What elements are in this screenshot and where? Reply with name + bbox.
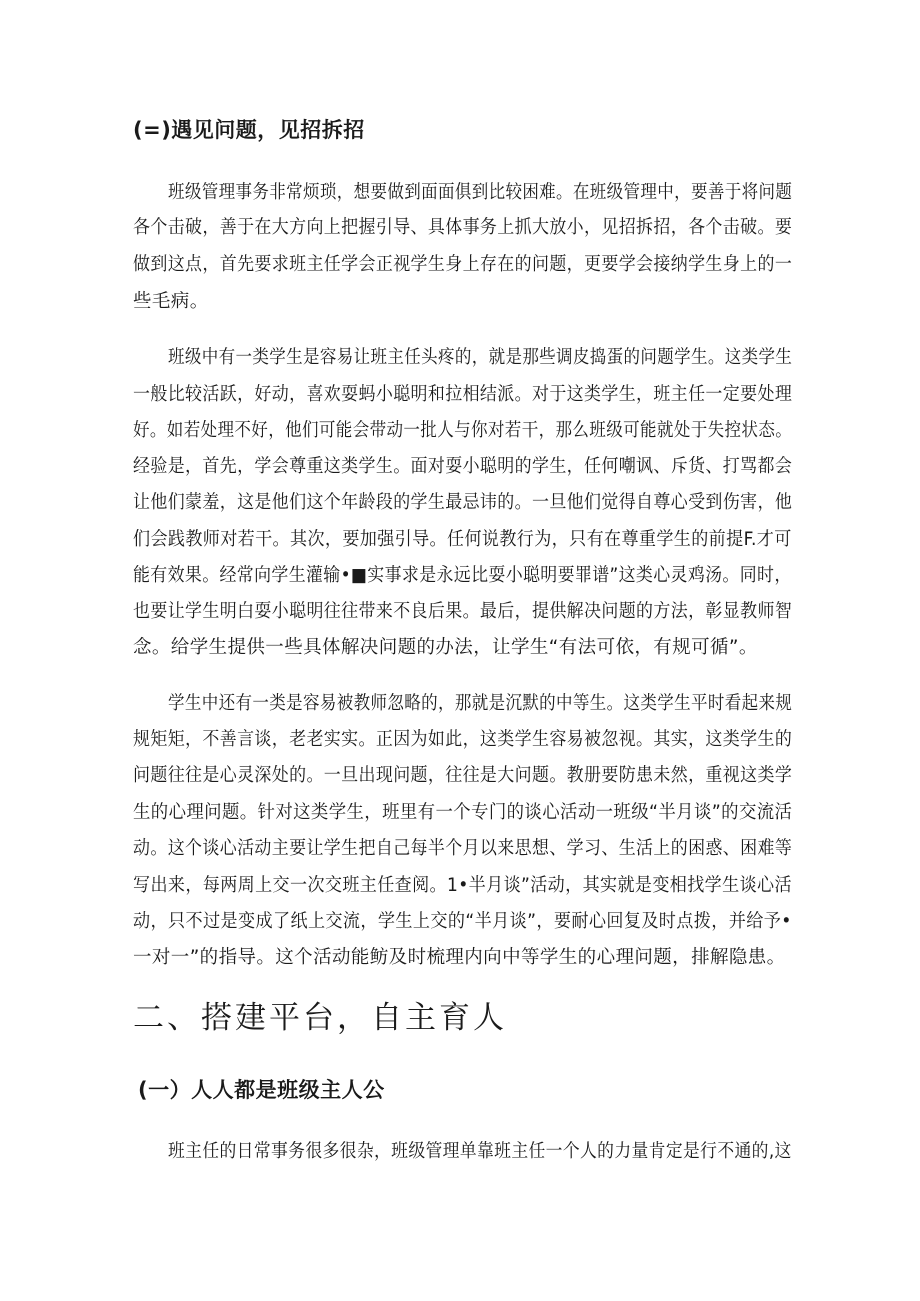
- paragraph-line: 一般比较活跃，好动，喜欢耍蚂小聪明和拉相结派。对于这类学生，班主任一定要处理: [133, 384, 793, 405]
- paragraph-line: 动。这个谈心活动主要让学生把自己每半个月以来思想、学习、生活上的困惑、困难等: [133, 838, 793, 859]
- paragraph-line: 能有效果。经常向学生灌输•■实事求是永远比耍小聪明要罪谱”这类心灵鸡汤。同时，: [133, 565, 792, 586]
- section-heading-3-2: (=)遇见问题，见招拆招: [133, 118, 365, 142]
- paragraph-line: 念。给学生提供一些具体解决问题的办法，让学生“有法可依，有规可循”。: [133, 637, 758, 658]
- paragraph-line: 班主任的日常事务很多很杂，班级管理单靠班主任一个人的力量肯定是行不通的,这: [168, 1141, 792, 1162]
- paragraph-line: 班级中有一类学生是容易让班主任头疼的，就是那些调皮捣蛋的问题学生。这类学生: [168, 347, 793, 368]
- paragraph-line: 好。如若处理不好，他们可能会带动一批人与你对若干，那么班级可能就处于失控状态。: [133, 420, 793, 441]
- section-heading-2: 二、搭建平台，自主育人: [133, 1000, 507, 1036]
- paragraph-line: 一对一”的指导。这个活动能鲂及时梳理内向中等学生的心理问题，排解隐患。: [133, 947, 786, 968]
- paragraph-line: 动，只不过是变成了纸上交流，学生上交的“半月谈”，要耐心回复及时点拨，并给予•: [133, 911, 792, 932]
- paragraph-line: 做到这点，首先要求班主任学会正视学生身上存在的问题，更要学会接纳学生身上的一: [133, 254, 793, 275]
- paragraph-line: 们会践教师对若干。其次，要加强引导。任何说教行为，只有在尊重学生的前提F.才可: [133, 529, 792, 550]
- paragraph-line: 学生中还有一类是容易被教师忽略的，那就是沉默的中等生。这类学生平时看起来规: [168, 693, 793, 714]
- paragraph-line: 写出来，每两周上交一次交班主任查阅。1•半月谈”活动，其实就是变相找学生谈心活: [133, 875, 792, 896]
- paragraph-line: 让他们蒙羞，这是他们这个年龄段的学生最忌讳的。一旦他们觉得自尊心受到伤害，他: [133, 492, 793, 513]
- paragraph-line: 生的心理问题。针对这类学生，班里有一个专门的谈心活动一班级“半月谈”的交流活: [133, 802, 793, 823]
- section-heading-3-1: (一）人人都是班级主人公: [138, 1078, 385, 1102]
- paragraph-line: 规矩矩，不善言谈，老老实实。正因为如此，这类学生容易被忽视。其实，这类学生的: [133, 729, 793, 750]
- paragraph-line: 经验是，首先，学会尊重这类学生。面对耍小聪明的学生，任何嘲讽、斥货、打骂都会: [133, 456, 793, 477]
- paragraph-line: 也要让学生明白耍小聪明往往带来不良后果。最后，提供解决问题的方法，彰显教师智: [133, 601, 793, 622]
- paragraph-line: 各个击破，善于在大方向上把握引导、具体事务上抓大放小，见招拆招，各个击破。要: [133, 217, 793, 238]
- paragraph-line: 问题往往是心灵深处的。一旦出现问题，往往是大问题。教册要防患未然，重视这类学: [133, 765, 793, 786]
- paragraph-line: 些毛病。: [133, 291, 209, 312]
- paragraph-line: 班级管理事务非常烦琐，想要做到面面俱到比较困难。在班级管理中，要善于将问题: [168, 182, 793, 203]
